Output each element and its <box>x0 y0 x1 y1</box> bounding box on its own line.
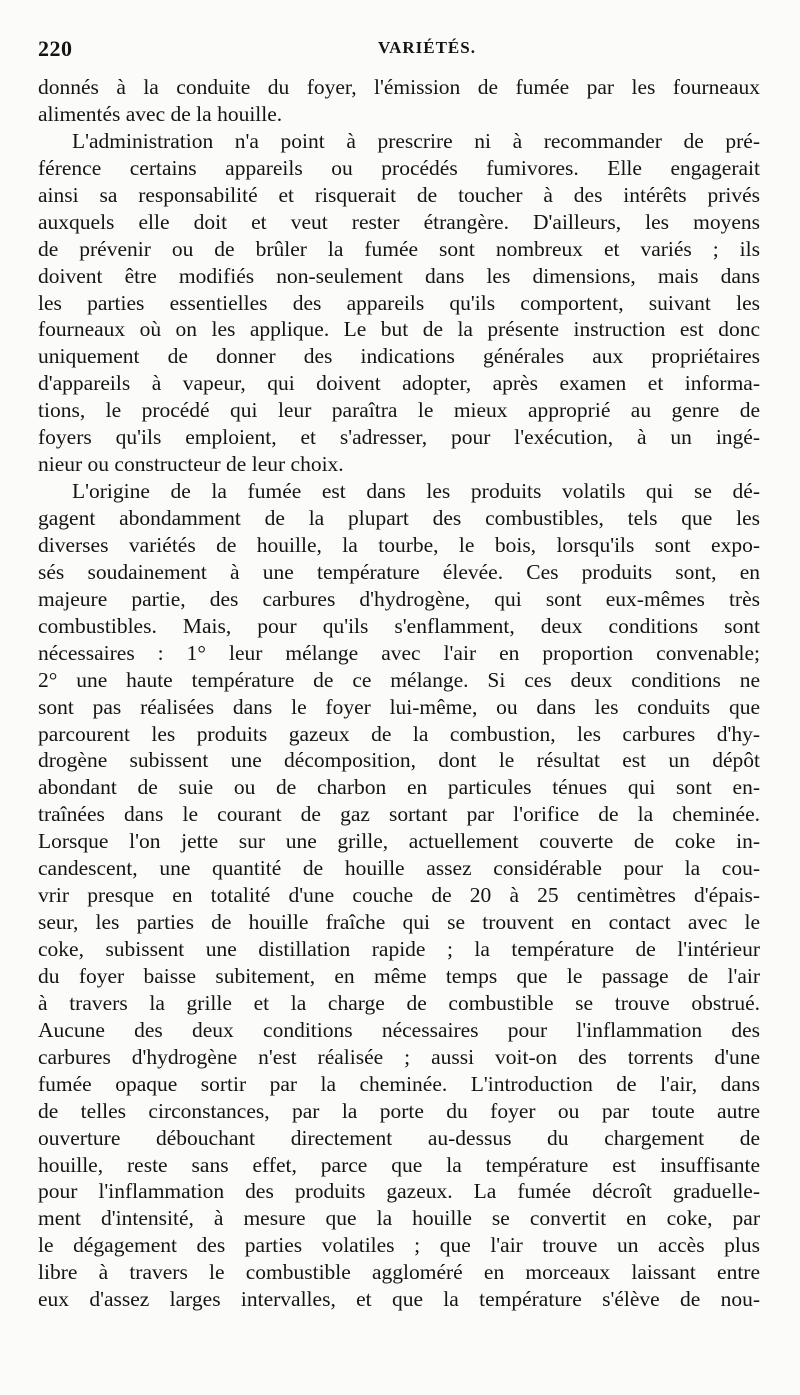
text-line: abondant de suie ou de charbon en particules ténues qui sont en- <box>38 775 760 800</box>
body-text <box>38 74 760 1313</box>
text-line: Lorsque l'on jette sur une grille, actuellement couverte de coke in- <box>38 829 760 854</box>
text-line: tions, le procédé qui leur paraîtra le mieux approprié au genre de <box>38 398 760 423</box>
running-title: VARIÉTÉS. <box>378 38 476 57</box>
page-header <box>38 36 758 68</box>
text-line: diverses variétés de houille, la tourbe, le bois, lorsqu'ils sont expo- <box>38 532 760 557</box>
text-line: gagent abondamment de la plupart des combustibles, tels que les <box>38 506 760 530</box>
text-line: du foyer baisse subitement, en même temps que le passage de l'air <box>38 963 760 988</box>
text-line: alimentés avec de la houille. <box>38 101 283 126</box>
text-line: pour l'inflammation des produits gazeux. La fumée décroît graduelle- <box>38 1179 760 1204</box>
text-line: eux d'assez larges intervalles, et que la température s'élève de nou- <box>38 1287 760 1312</box>
text-line: traînées dans le courant de gaz sortant par l'orifice de la cheminée. <box>38 802 760 827</box>
text-line: de telles circonstances, par la porte du foyer ou par toute autre <box>38 1098 760 1123</box>
text-line: nieur ou constructeur de leur choix. <box>38 452 344 477</box>
text-line: houille, reste sans effet, parce que la température est insuffisante <box>38 1152 760 1177</box>
text-line: Aucune des deux conditions nécessaires pour l'inflammation des <box>38 1017 760 1042</box>
text-line: combustibles. Mais, pour qu'ils s'enflamment, deux conditions sont <box>38 613 760 638</box>
text-line: fumée opaque sortir par la cheminée. L'introduction de l'air, dans <box>38 1071 760 1096</box>
text-line: libre à travers le combustible aggloméré en morceaux laissant entre <box>38 1260 760 1285</box>
text-line: L'administration n'a point à prescrire ni à recommander de pré- <box>72 128 760 153</box>
text-line: d'appareils à vapeur, qui doivent adopter, après examen et informa- <box>38 371 760 396</box>
text-line: candescent, une quantité de houille assez considérable pour la cou- <box>38 856 760 881</box>
text-line: ouverture débouchant directement au-dessus du chargement de <box>38 1125 760 1150</box>
text-line: drogène subissent une décomposition, dont le résultat est un dépôt <box>38 748 760 773</box>
text-line: seur, les parties de houille fraîche qui se trouvent en contact avec le <box>38 910 760 935</box>
text-line: de prévenir ou de brûler la fumée sont nombreux et variés ; ils <box>38 236 760 261</box>
text-line: les parties essentielles des appareils qu'ils comportent, suivant les <box>38 290 760 315</box>
text-line: férence certains appareils ou procédés fumivores. Elle engagerait <box>38 155 760 180</box>
text-line: carbures d'hydrogène n'est réalisée ; aussi voit-on des torrents d'une <box>38 1044 760 1069</box>
text-line: sont pas réalisées dans le foyer lui-même, ou dans les conduits que <box>38 694 760 719</box>
text-line: fourneaux où on les applique. Le but de la présente instruction est donc <box>38 317 760 342</box>
text-line: doivent être modifiés non-seulement dans les dimensions, mais dans <box>38 263 760 288</box>
text-line: majeure partie, des carbures d'hydrogène, qui sont eux-mêmes très <box>38 586 760 611</box>
text-line: parcourent les produits gazeux de la combustion, les carbures d'hy- <box>38 721 760 746</box>
text-line: à travers la grille et la charge de combustible se trouve obstrué. <box>38 990 760 1015</box>
text-line: L'origine de la fumée est dans les produits volatils qui se dé- <box>72 479 760 504</box>
text-line: vrir presque en totalité d'une couche de 20 à 25 centimètres d'épais- <box>38 883 760 908</box>
text-line: donnés à la conduite du foyer, l'émission de fumée par les fourneaux <box>38 75 760 99</box>
text-line: foyers qu'ils emploient, et s'adresser, pour l'exécution, à un ingé- <box>38 425 760 450</box>
text-line: ment d'intensité, à mesure que la houille se convertit en coke, par <box>38 1206 760 1231</box>
text-line: le dégagement des parties volatiles ; que l'air trouve un accès plus <box>38 1233 760 1258</box>
text-line: 2° une haute température de ce mélange. Si ces deux conditions ne <box>38 667 760 692</box>
text-line: coke, subissent une distillation rapide ; la température de l'intérieur <box>38 937 760 961</box>
page-number: 220 <box>38 36 73 61</box>
text-line: sés soudainement à une température élevée. Ces produits sont, en <box>38 559 760 584</box>
text-line: ainsi sa responsabilité et risquerait de toucher à des intérêts privés <box>38 182 760 207</box>
text-line: uniquement de donner des indications générales aux propriétaires <box>38 344 760 369</box>
text-line: auxquels elle doit et veut rester étrangère. D'ailleurs, les moyens <box>38 209 760 234</box>
text-line: nécessaires : 1° leur mélange avec l'air en proportion convenable; <box>38 640 760 665</box>
